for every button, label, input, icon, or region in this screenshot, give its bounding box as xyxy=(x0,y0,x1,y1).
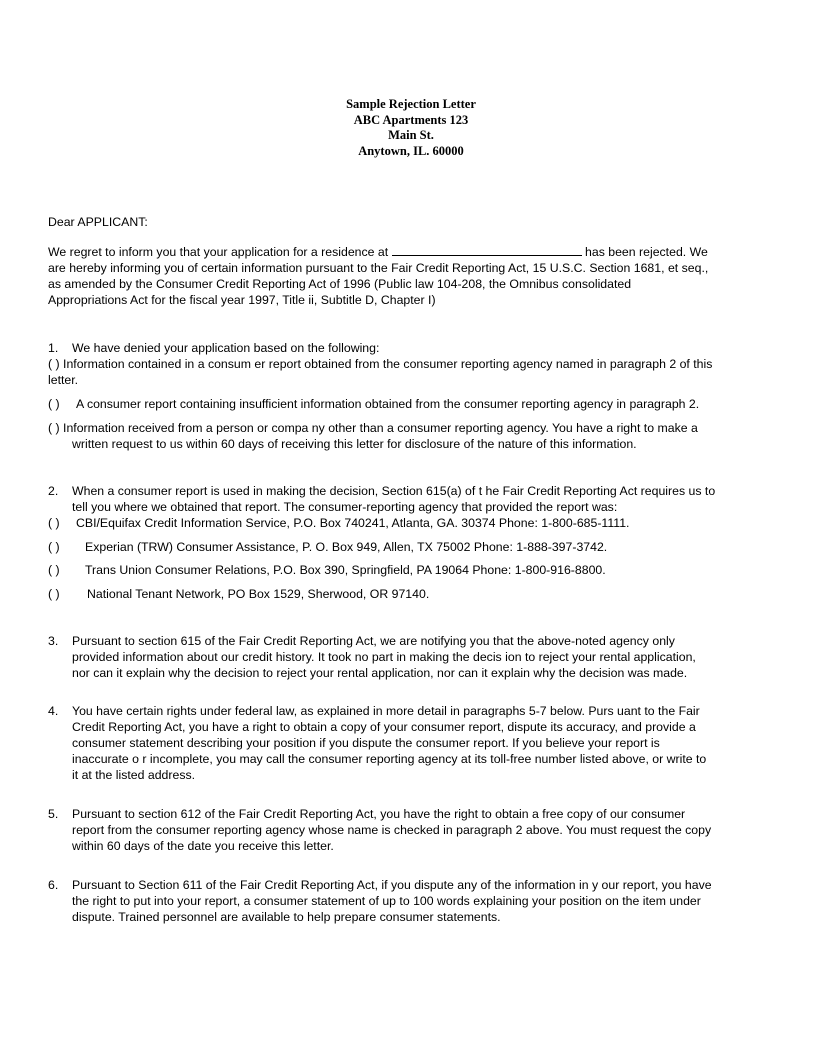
reason-c-text: ( ) Information received from a person or compa ny other than a consumer reporting agency. You have a right to make a xyxy=(48,421,698,435)
checkbox-marker: ( ) xyxy=(48,540,60,554)
agency-text: Trans Union Consumer Relations, P.O. Box 390, Springfield, PA 19064 Phone: 1-800-916-8800. xyxy=(85,563,606,577)
reason-a: ( ) Information contained in a consum er report obtained from the consumer reporting agency named in paragraph 2 of this xyxy=(48,357,713,371)
agency-text: Experian (TRW) Consumer Assistance, P. O. Box 949, Allen, TX 75002 Phone: 1-888-397-3742. xyxy=(85,540,608,554)
address-line: Anytown, IL. 60000 xyxy=(358,143,464,158)
checkbox-marker: ( ) xyxy=(48,397,60,411)
intro-line: Appropriations Act for the fiscal year 1997, Title ii, Subtitle D, Chapter I) xyxy=(48,293,436,307)
agency-item xyxy=(48,515,764,531)
section-number: 4. xyxy=(48,704,59,718)
section-5 xyxy=(48,806,764,854)
agency-item xyxy=(48,539,764,555)
checkbox-marker: ( ) xyxy=(48,563,60,577)
section-text: the right to put into your report, a consumer statement of up to 100 words explaining your position on the item under xyxy=(72,894,701,908)
section-number: 6. xyxy=(48,878,59,892)
intro-text: We regret to inform you that your application for a residence at xyxy=(48,245,389,259)
section-text: When a consumer report is used in making the decision, Section 615(a) of t he Fair Credit Reporting Act requires us to xyxy=(72,484,716,498)
intro-paragraph xyxy=(48,244,764,308)
intro-line xyxy=(48,244,764,260)
salutation: Dear APPLICANT: xyxy=(48,215,148,229)
section-text: nor can it explain why the decision to reject your rental application, nor can it explain why the decision was made. xyxy=(72,666,688,680)
section-text: inaccurate o r incomplete, you may call the consumer reporting agency at its toll-free number listed above, or write to xyxy=(72,752,707,766)
reason-c-cont: written request to us within 60 days of receiving this letter for disclosure of the nature of this information. xyxy=(72,437,637,451)
section-text: You have certain rights under federal law, as explained in more detail in paragraphs 5-7 below. Purs uant to the Fair xyxy=(72,704,700,718)
reason-c xyxy=(48,420,764,452)
agency-text: CBI/Equifax Credit Information Service, P.O. Box 740241, Atlanta, GA. 30374 Phone: 1-800-685-1111. xyxy=(76,516,630,530)
agency-text: National Tenant Network, PO Box 1529, Sherwood, OR 97140. xyxy=(87,587,430,601)
agency-item xyxy=(48,586,764,602)
intro-line: as amended by the Consumer Credit Reporting Act of 1996 (Public law 104-208, the Omnibus consolidated xyxy=(48,277,632,291)
intro-line: are hereby informing you of certain information pursuant to the Fair Credit Reporting Act, 15 U.S.C. Section 1681, et seq., xyxy=(48,261,709,275)
reason-b-text: A consumer report containing insufficient information obtained from the consumer reporting agency in paragraph 2. xyxy=(76,397,700,411)
section-4 xyxy=(48,703,764,783)
letter-title: Sample Rejection Letter xyxy=(346,97,476,111)
section-text: Credit Reporting Act, you have a right to obtain a copy of your consumer report, dispute its accuracy, and provide a xyxy=(72,720,696,734)
section-text: Pursuant to section 615 of the Fair Credit Reporting Act, we are notifying you that the above-noted agency only xyxy=(72,634,675,648)
letter-header xyxy=(0,97,816,159)
section-text: report from the consumer reporting agency whose name is checked in paragraph 2 above. You must request the copy xyxy=(72,823,712,837)
section-1 xyxy=(48,340,764,388)
section-text: dispute. Trained personnel are available to help prepare consumer statements. xyxy=(72,910,501,924)
section-number: 5. xyxy=(48,807,59,821)
section-text: tell you where we obtained that report. The consumer-reporting agency that provided the report was: xyxy=(72,500,618,514)
reason-a-cont: letter. xyxy=(48,373,79,387)
address-line: ABC Apartments 123 xyxy=(353,112,469,127)
section-heading: We have denied your application based on the following: xyxy=(72,341,380,355)
intro-text: has been rejected. We xyxy=(585,245,708,259)
section-text: within 60 days of the date you receive this letter. xyxy=(72,839,334,853)
reason-b xyxy=(48,396,764,412)
checkbox-marker: ( ) xyxy=(48,516,60,530)
checkbox-marker: ( ) xyxy=(48,587,60,601)
section-text: it at the listed address. xyxy=(72,768,196,782)
address-blank xyxy=(392,244,582,256)
section-text: consumer statement describing your position if you dispute the consumer report. If you believe your report is xyxy=(72,736,660,750)
address-line: Main St. xyxy=(388,128,434,142)
section-6 xyxy=(48,877,764,925)
section-text: Pursuant to Section 611 of the Fair Credit Reporting Act, if you dispute any of the information in y our report, you have xyxy=(72,878,712,892)
section-2 xyxy=(48,483,764,515)
section-3 xyxy=(48,633,764,681)
section-text: provided information about our credit history. It took no part in making the decis ion to reject your rental application, xyxy=(72,650,696,664)
section-number: 2. xyxy=(48,484,59,498)
section-number: 3. xyxy=(48,634,59,648)
section-text: Pursuant to section 612 of the Fair Credit Reporting Act, you have the right to obtain a free copy of our consumer xyxy=(72,807,686,821)
section-number: 1. xyxy=(48,341,59,355)
agency-item xyxy=(48,562,764,578)
